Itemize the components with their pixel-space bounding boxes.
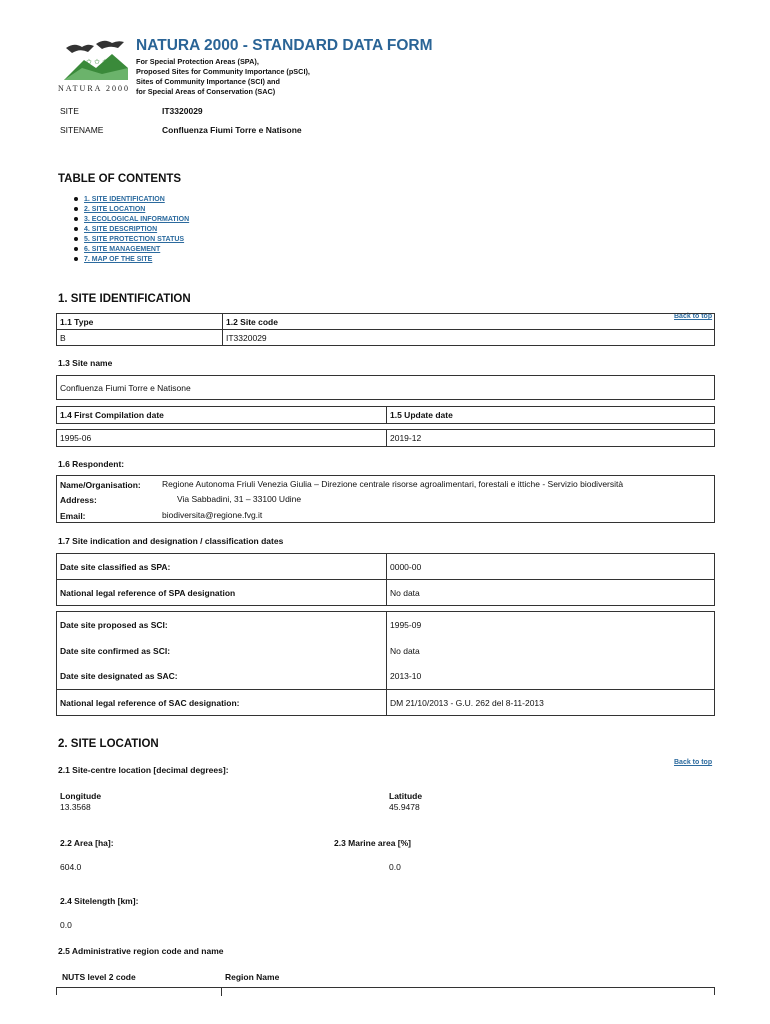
latitude-value: 45.9478 xyxy=(389,802,420,812)
email-value: biodiversita@regione.fvg.it xyxy=(162,510,263,520)
site-code-value: IT3320029 xyxy=(162,106,203,116)
organisation-value: Regione Autonoma Friuli Venezia Giulia – Direzione centrale risorse agroalimentari, forestali e ittiche - Servizio biodiversità xyxy=(162,479,624,489)
toc-link-ecological-information[interactable]: 3. ECOLOGICAL INFORMATION xyxy=(84,216,190,223)
nuts-code-header: NUTS level 2 code xyxy=(62,972,136,982)
marine-area-value: 0.0 xyxy=(389,862,401,872)
toc-link-site-management[interactable]: 6. SITE MANAGEMENT xyxy=(84,246,161,253)
site-centre-label: 2.1 Site-centre location [decimal degrees]: xyxy=(58,765,229,775)
sac-designated-label: Date site designated as SAC: xyxy=(57,664,387,690)
toc-item xyxy=(76,256,189,266)
section-2-title: 2. SITE LOCATION xyxy=(58,738,159,750)
type-value: B xyxy=(57,330,223,346)
page-title: NATURA 2000 - STANDARD DATA FORM xyxy=(136,37,433,54)
email-label: Email: xyxy=(60,511,86,521)
svg-text:✩ ✩ ✩: ✩ ✩ ✩ xyxy=(86,58,109,66)
sitename-value: Confluenza Fiumi Torre e Natisone xyxy=(162,125,302,135)
compilation-dates-table xyxy=(56,406,715,424)
sci-confirmed-value: No data xyxy=(387,638,715,664)
subtitle-line: For Special Protection Areas (SPA), xyxy=(136,57,259,66)
sci-proposed-label: Date site proposed as SCI: xyxy=(57,612,387,638)
toc-item xyxy=(76,216,189,226)
type-label: 1.1 Type xyxy=(57,314,223,330)
subtitle-line: for Special Areas of Conservation (SAC) xyxy=(136,87,276,96)
site-label: SITE xyxy=(60,106,79,116)
respondent-label: 1.6 Respondent: xyxy=(58,459,125,469)
spa-classified-label: Date site classified as SPA: xyxy=(57,554,387,580)
sac-legal-ref-value: DM 21/10/2013 - G.U. 262 del 8-11-2013 xyxy=(387,690,715,716)
type-code-table xyxy=(56,313,715,346)
spa-legal-ref-value: No data xyxy=(387,580,715,606)
admin-region-label: 2.5 Administrative region code and name xyxy=(58,946,224,956)
sci-confirmed-label: Date site confirmed as SCI: xyxy=(57,638,387,664)
toc-item xyxy=(76,196,189,206)
column-divider xyxy=(221,988,222,996)
spa-classified-value: 0000-00 xyxy=(387,554,715,580)
sci-proposed-value: 1995-09 xyxy=(387,612,715,638)
first-compilation-label: 1.4 First Compilation date xyxy=(57,407,387,424)
area-value: 604.0 xyxy=(60,862,82,872)
page-subtitle xyxy=(136,57,310,97)
sac-designated-value: 2013-10 xyxy=(387,664,715,690)
update-date-label: 1.5 Update date xyxy=(387,407,715,424)
toc-item xyxy=(76,206,189,216)
section-1-title: 1. SITE IDENTIFICATION xyxy=(58,293,191,305)
toc-item xyxy=(76,226,189,236)
subtitle-line: Sites of Community Importance (SCI) and xyxy=(136,77,280,86)
organisation-label: Name/Organisation: xyxy=(60,480,141,490)
admin-region-table xyxy=(56,987,715,995)
site-code-label: 1.2 Site code xyxy=(223,314,715,330)
marine-area-label: 2.3 Marine area [%] xyxy=(334,838,412,848)
update-date-value: 2019-12 xyxy=(387,430,715,447)
toc-link-site-description[interactable]: 4. SITE DESCRIPTION xyxy=(84,226,158,233)
logo-wordmark: NATURA 2000 xyxy=(58,84,131,93)
table-of-contents xyxy=(76,196,189,266)
respondent-box xyxy=(56,475,715,523)
toc-link-site-identification[interactable]: 1. SITE IDENTIFICATION xyxy=(84,196,165,203)
toc-link-site-location[interactable]: 2. SITE LOCATION xyxy=(84,206,146,213)
first-compilation-value: 1995-06 xyxy=(57,430,387,447)
address-value: Via Sabbadini, 31 – 33100 Udine xyxy=(177,494,302,504)
region-name-header: Region Name xyxy=(225,972,280,982)
toc-link-map-of-the-site[interactable]: 7. MAP OF THE SITE xyxy=(84,256,153,263)
sitelength-value: 0.0 xyxy=(60,920,72,930)
back-to-top-link[interactable]: Back to top xyxy=(674,313,713,320)
sac-designation-table xyxy=(56,611,715,716)
back-to-top-link[interactable]: Back to top xyxy=(674,759,713,766)
site-code-field: IT3320029 xyxy=(223,330,715,346)
sitename-label: SITENAME xyxy=(60,125,104,135)
sac-legal-ref-label: National legal reference of SAC designation: xyxy=(57,690,387,716)
toc-title: TABLE OF CONTENTS xyxy=(58,173,182,185)
address-label: Address: xyxy=(60,495,97,505)
longitude-value: 13.3568 xyxy=(60,802,91,812)
spa-designation-table xyxy=(56,553,715,606)
designation-label: 1.7 Site indication and designation / classification dates xyxy=(58,536,284,546)
site-name-field: Confluenza Fiumi Torre e Natisone xyxy=(56,375,715,400)
toc-item xyxy=(76,246,189,256)
subtitle-line: Proposed Sites for Community Importance (pSCI), xyxy=(136,67,310,76)
sitelength-label: 2.4 Sitelength [km]: xyxy=(60,896,139,906)
spa-legal-ref-label: National legal reference of SPA designation xyxy=(57,580,387,606)
toc-link-site-protection-status[interactable]: 5. SITE PROTECTION STATUS xyxy=(84,236,185,243)
compilation-values-table xyxy=(56,429,715,447)
longitude-label: Longitude xyxy=(60,791,102,801)
toc-item xyxy=(76,236,189,246)
area-label: 2.2 Area [ha]: xyxy=(60,838,114,848)
site-name-label: 1.3 Site name xyxy=(58,358,113,368)
latitude-label: Latitude xyxy=(389,791,423,801)
